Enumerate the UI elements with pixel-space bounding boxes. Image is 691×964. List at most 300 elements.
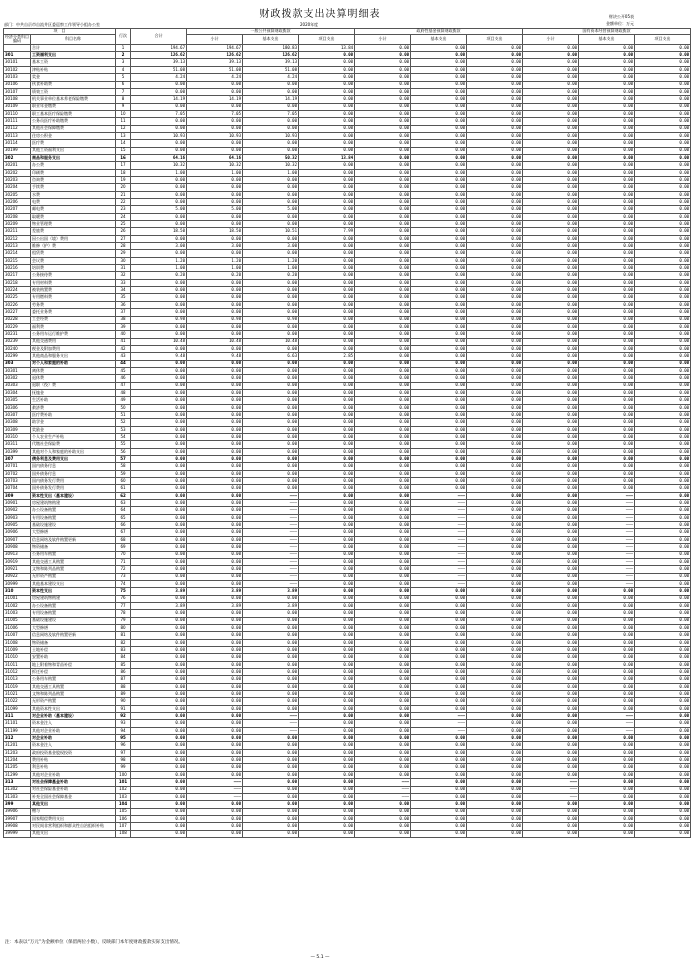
row-code: 31009	[4, 646, 31, 653]
row-code: 30913	[4, 551, 31, 558]
row-value: 0.00	[411, 88, 467, 95]
row-value: 0.00	[411, 103, 467, 110]
row-line: 75	[116, 588, 131, 595]
row-value: 0.00	[355, 441, 411, 448]
row-name: 取暖费	[31, 213, 116, 220]
row-value: 0.00	[579, 654, 635, 661]
row-code: 30922	[4, 573, 31, 580]
row-value: 0.00	[355, 808, 411, 815]
row-code: 313	[4, 779, 31, 786]
row-value: ———	[187, 786, 243, 793]
row-value: 0.00	[523, 478, 579, 485]
row-value: ———	[523, 793, 579, 800]
row-value: 0.00	[579, 602, 635, 609]
row-value: 0.00	[579, 221, 635, 228]
row-value: 1.20	[243, 257, 299, 264]
row-value: 0.00	[523, 514, 579, 521]
row-value: 0.00	[467, 169, 523, 176]
row-value: 0.00	[355, 191, 411, 198]
row-line: 84	[116, 654, 131, 661]
row-value: ———	[579, 720, 635, 727]
row-value: 0.00	[579, 213, 635, 220]
row-value: 10.32	[243, 162, 299, 169]
table-row	[4, 727, 691, 734]
row-value: 0.00	[299, 221, 355, 228]
row-code: 307	[4, 456, 31, 463]
table-row	[4, 470, 691, 477]
row-code: 31012	[4, 669, 31, 676]
row-value: 0.00	[131, 279, 187, 286]
row-value: 0.00	[299, 735, 355, 742]
row-value: 0.00	[243, 140, 299, 147]
row-value: 0.00	[467, 698, 523, 705]
row-name: 培训费	[31, 265, 116, 272]
row-value: 0.00	[299, 602, 355, 609]
row-value: 0.00	[355, 184, 411, 191]
row-code: 399	[4, 801, 31, 808]
table-row	[4, 639, 691, 646]
row-value: 0.98	[131, 316, 187, 323]
row-value: 0.00	[355, 801, 411, 808]
row-value: 0.00	[131, 779, 187, 786]
row-value: 0.00	[467, 345, 523, 352]
row-value: 0.00	[355, 272, 411, 279]
row-value: 0.00	[299, 801, 355, 808]
row-value: 0.00	[635, 338, 691, 345]
row-code: 30919	[4, 558, 31, 565]
row-value: 0.00	[467, 764, 523, 771]
row-line: 12	[116, 125, 131, 132]
row-value: 0.00	[523, 96, 579, 103]
row-line: 58	[116, 463, 131, 470]
row-value: 0.00	[467, 448, 523, 455]
row-value: 0.00	[635, 602, 691, 609]
row-value: 0.00	[635, 228, 691, 235]
row-value: 0.00	[243, 764, 299, 771]
row-name: 文物和陈列品购置	[31, 566, 116, 573]
row-value: 0.00	[411, 265, 467, 272]
row-value: 0.00	[467, 536, 523, 543]
row-code: 302	[4, 154, 31, 161]
row-line: 69	[116, 544, 131, 551]
row-value: 0.00	[635, 265, 691, 272]
row-value: 0.00	[187, 632, 243, 639]
header-sub-1: 小计	[187, 34, 243, 44]
row-code: 30211	[4, 228, 31, 235]
row-code: 303	[4, 360, 31, 367]
row-value: 0.00	[299, 265, 355, 272]
row-value: 0.00	[467, 661, 523, 668]
row-value: 0.00	[187, 250, 243, 257]
row-value: ———	[411, 580, 467, 587]
row-value: 0.00	[299, 81, 355, 88]
row-code: 30107	[4, 88, 31, 95]
row-value: 0.00	[299, 235, 355, 242]
row-value: 0.00	[243, 448, 299, 455]
row-value: 0.00	[579, 646, 635, 653]
row-code: 30227	[4, 309, 31, 316]
row-value: 0.00	[187, 617, 243, 624]
row-value: 0.00	[187, 727, 243, 734]
row-value: 0.00	[243, 485, 299, 492]
row-value: 0.00	[579, 397, 635, 404]
row-value: 0.00	[467, 265, 523, 272]
row-name: 离休费	[31, 367, 116, 374]
row-value: ———	[243, 580, 299, 587]
row-value: 0.00	[355, 573, 411, 580]
row-value: 0.00	[635, 404, 691, 411]
row-code: 30299	[4, 353, 31, 360]
row-value: 0.00	[411, 691, 467, 698]
row-name: 福利费	[31, 323, 116, 330]
row-line: 19	[116, 176, 131, 183]
row-value: 0.00	[579, 110, 635, 117]
row-value: 0.00	[243, 375, 299, 382]
row-value: 0.00	[523, 382, 579, 389]
table-row	[4, 588, 691, 595]
row-value: 0.00	[635, 118, 691, 125]
row-value: 0.00	[411, 221, 467, 228]
row-value: 0.00	[523, 213, 579, 220]
row-value: 3.89	[243, 588, 299, 595]
row-value: 0.00	[579, 808, 635, 815]
table-row	[4, 323, 691, 330]
report-year: 2020年度	[300, 22, 319, 27]
row-value: 0.00	[355, 316, 411, 323]
row-code: 30231	[4, 331, 31, 338]
row-value: 0.00	[243, 147, 299, 154]
row-value: 0.00	[579, 96, 635, 103]
row-value: 0.00	[187, 221, 243, 228]
row-value: 0.00	[523, 661, 579, 668]
row-value: 0.00	[299, 301, 355, 308]
row-value: 0.00	[523, 654, 579, 661]
row-value: 0.00	[299, 551, 355, 558]
row-value: 0.00	[355, 103, 411, 110]
row-value: 0.00	[411, 353, 467, 360]
row-value: 0.00	[467, 580, 523, 587]
row-value: 0.00	[523, 411, 579, 418]
row-value: 0.00	[243, 705, 299, 712]
row-value: 5.00	[243, 206, 299, 213]
row-value: 0.00	[411, 309, 467, 316]
row-value: 0.00	[131, 514, 187, 521]
row-line: 2	[116, 52, 131, 59]
row-value: ———	[355, 779, 411, 786]
row-value: 0.00	[635, 830, 691, 837]
row-value: ———	[243, 558, 299, 565]
row-value: 18.50	[131, 228, 187, 235]
row-line: 94	[116, 727, 131, 734]
row-value: 0.00	[467, 125, 523, 132]
row-value: 0.00	[355, 52, 411, 59]
row-value: 0.00	[243, 184, 299, 191]
row-code: 30902	[4, 507, 31, 514]
table-row	[4, 169, 691, 176]
row-code: 30702	[4, 470, 31, 477]
row-value: 0.00	[355, 411, 411, 418]
row-value: 0.00	[355, 360, 411, 367]
row-value: 0.00	[299, 624, 355, 631]
row-value: 0.00	[635, 815, 691, 822]
row-value: 0.00	[243, 463, 299, 470]
row-value: 0.00	[635, 492, 691, 499]
row-code: 30201	[4, 162, 31, 169]
row-value: ———	[243, 500, 299, 507]
row-line: 85	[116, 661, 131, 668]
row-code: 30204	[4, 184, 31, 191]
row-value: 0.00	[131, 551, 187, 558]
row-value: 0.00	[299, 580, 355, 587]
row-value: 0.00	[299, 213, 355, 220]
row-value: 0.00	[523, 463, 579, 470]
row-value: 0.00	[411, 705, 467, 712]
row-value: 0.00	[635, 162, 691, 169]
row-value: 0.00	[243, 771, 299, 778]
row-value: 0.00	[579, 588, 635, 595]
row-value: 0.00	[411, 279, 467, 286]
row-value: 0.00	[523, 830, 579, 837]
row-value: 0.00	[467, 74, 523, 81]
row-value: 0.00	[579, 191, 635, 198]
row-value: 0.00	[579, 698, 635, 705]
row-name: 印刷费	[31, 169, 116, 176]
row-name: 其他交通工具购置	[31, 683, 116, 690]
row-value: ———	[411, 727, 467, 734]
row-value: 0.00	[299, 639, 355, 646]
row-line: 13	[116, 132, 131, 139]
row-value: 0.00	[299, 742, 355, 749]
row-code: 30908	[4, 544, 31, 551]
row-value: ———	[243, 720, 299, 727]
row-code: 30301	[4, 367, 31, 374]
row-value: 0.00	[243, 654, 299, 661]
row-value: 0.00	[299, 434, 355, 441]
row-value: 0.00	[355, 742, 411, 749]
table-row	[4, 125, 691, 132]
row-line: 20	[116, 184, 131, 191]
row-value: 0.00	[187, 382, 243, 389]
row-value: 0.00	[299, 206, 355, 213]
row-value: 0.00	[355, 228, 411, 235]
row-value: 0.00	[579, 184, 635, 191]
row-value: 0.00	[635, 676, 691, 683]
row-value: 0.00	[131, 118, 187, 125]
table-row	[4, 88, 691, 95]
row-name: 国内债务发行费用	[31, 478, 116, 485]
row-value: 0.00	[635, 389, 691, 396]
row-value: 0.00	[187, 823, 243, 830]
row-value: 0.00	[299, 176, 355, 183]
row-code: 30906	[4, 529, 31, 536]
row-value: 0.00	[579, 243, 635, 250]
row-value: 0.00	[635, 213, 691, 220]
row-value: 0.00	[299, 382, 355, 389]
row-value: 0.00	[355, 389, 411, 396]
row-value: 0.00	[355, 176, 411, 183]
row-line: 89	[116, 691, 131, 698]
row-name: 拆迁补偿	[31, 669, 116, 676]
row-value: ———	[411, 713, 467, 720]
row-value: 0.00	[299, 279, 355, 286]
row-value: 10.93	[131, 132, 187, 139]
row-value: ———	[579, 522, 635, 529]
table-row	[4, 536, 691, 543]
row-value: 0.00	[635, 735, 691, 742]
row-value: 0.00	[523, 536, 579, 543]
row-value: 0.00	[299, 367, 355, 374]
table-row	[4, 228, 691, 235]
row-value: 0.00	[355, 646, 411, 653]
row-name: 文物和陈列品购置	[31, 691, 116, 698]
row-value: 0.00	[635, 522, 691, 529]
header-code: 经济分类科目编码	[5, 33, 29, 44]
row-value: 0.00	[467, 654, 523, 661]
row-value: 0.00	[411, 426, 467, 433]
row-value: 0.00	[187, 669, 243, 676]
row-line: 27	[116, 235, 131, 242]
row-value: 0.00	[467, 441, 523, 448]
row-value: 0.00	[243, 221, 299, 228]
row-name: 公务用车购置	[31, 551, 116, 558]
row-code: 30216	[4, 265, 31, 272]
row-value: 0.00	[579, 786, 635, 793]
row-value: 0.00	[523, 801, 579, 808]
row-value: 0.00	[411, 757, 467, 764]
row-value: 0.00	[467, 353, 523, 360]
row-value: 0.00	[467, 456, 523, 463]
row-code: 30215	[4, 257, 31, 264]
row-value: 0.00	[523, 199, 579, 206]
row-code: 30999	[4, 580, 31, 587]
row-value: ———	[579, 573, 635, 580]
row-value: 0.00	[467, 808, 523, 815]
table-row	[4, 52, 691, 59]
row-value: 0.00	[299, 316, 355, 323]
row-value: 0.00	[579, 830, 635, 837]
row-value: 0.00	[355, 375, 411, 382]
row-value: ———	[243, 492, 299, 499]
row-value: 0.00	[467, 492, 523, 499]
row-line: 41	[116, 338, 131, 345]
row-name: 公务用车购置	[31, 676, 116, 683]
row-value: 0.00	[523, 59, 579, 66]
row-name: 职业年金缴费	[31, 103, 116, 110]
row-value: 0.00	[131, 727, 187, 734]
row-name: 无形资产购置	[31, 698, 116, 705]
row-value: 0.00	[635, 59, 691, 66]
row-value: 0.00	[355, 669, 411, 676]
row-code: 31013	[4, 676, 31, 683]
table-row	[4, 213, 691, 220]
table-row	[4, 140, 691, 147]
row-value: 0.00	[411, 389, 467, 396]
row-value: 0.00	[243, 411, 299, 418]
row-value: ———	[579, 580, 635, 587]
row-value: 0.00	[355, 404, 411, 411]
row-value: 0.00	[187, 720, 243, 727]
row-value: 0.00	[579, 764, 635, 771]
row-value: 0.00	[187, 580, 243, 587]
row-name: 合计	[31, 44, 116, 51]
row-code: 31003	[4, 610, 31, 617]
row-code: 309	[4, 492, 31, 499]
row-value: 1.00	[131, 169, 187, 176]
row-value: 0.00	[467, 749, 523, 756]
row-value: 0.00	[355, 514, 411, 521]
row-value: 50.32	[243, 154, 299, 161]
row-name: 税金及附加费用	[31, 345, 116, 352]
row-line: 56	[116, 448, 131, 455]
row-value: 0.00	[411, 110, 467, 117]
row-value: 0.00	[579, 88, 635, 95]
table-row	[4, 661, 691, 668]
row-value: 0.00	[187, 742, 243, 749]
row-code: 30207	[4, 206, 31, 213]
table-row	[4, 426, 691, 433]
row-value: 0.00	[635, 823, 691, 830]
row-value: 0.00	[579, 323, 635, 330]
row-name: 政府投资基金股权投资	[31, 749, 116, 756]
row-value: ———	[579, 566, 635, 573]
row-line: 107	[116, 823, 131, 830]
row-value: 0.00	[523, 323, 579, 330]
row-value: 0.00	[355, 426, 411, 433]
row-value: 0.00	[523, 389, 579, 396]
table-row	[4, 147, 691, 154]
table-row	[4, 735, 691, 742]
row-value: 0.00	[131, 830, 187, 837]
row-value: ———	[411, 544, 467, 551]
row-value: 0.00	[131, 235, 187, 242]
row-value: 0.00	[131, 522, 187, 529]
row-value: 0.00	[579, 345, 635, 352]
row-value: 0.00	[131, 360, 187, 367]
row-value: 0.00	[467, 44, 523, 51]
row-value: 0.00	[635, 426, 691, 433]
row-value: 0.00	[355, 463, 411, 470]
row-value: 0.00	[579, 639, 635, 646]
row-line: 61	[116, 485, 131, 492]
row-value: 0.00	[411, 294, 467, 301]
row-value: 0.00	[355, 544, 411, 551]
row-value: 0.00	[635, 382, 691, 389]
table-row	[4, 551, 691, 558]
row-value: 0.00	[187, 757, 243, 764]
row-name: 专用燃料费	[31, 294, 116, 301]
row-value: 0.00	[299, 309, 355, 316]
table-row	[4, 720, 691, 727]
row-value: 0.00	[411, 588, 467, 595]
row-value: 0.00	[467, 500, 523, 507]
row-value: 0.00	[299, 118, 355, 125]
row-value: 0.00	[635, 257, 691, 264]
table-row	[4, 558, 691, 565]
row-value: 0.00	[355, 301, 411, 308]
row-line: 48	[116, 389, 131, 396]
row-value: 0.00	[523, 191, 579, 198]
row-value: 0.00	[131, 801, 187, 808]
row-value: 0.00	[579, 316, 635, 323]
row-value: 0.00	[635, 367, 691, 374]
row-value: 0.00	[299, 478, 355, 485]
row-code	[4, 44, 31, 51]
row-value: 0.00	[243, 88, 299, 95]
row-value: 0.00	[299, 470, 355, 477]
row-value: 0.00	[243, 632, 299, 639]
row-value: ———	[243, 727, 299, 734]
row-code: 31001	[4, 595, 31, 602]
